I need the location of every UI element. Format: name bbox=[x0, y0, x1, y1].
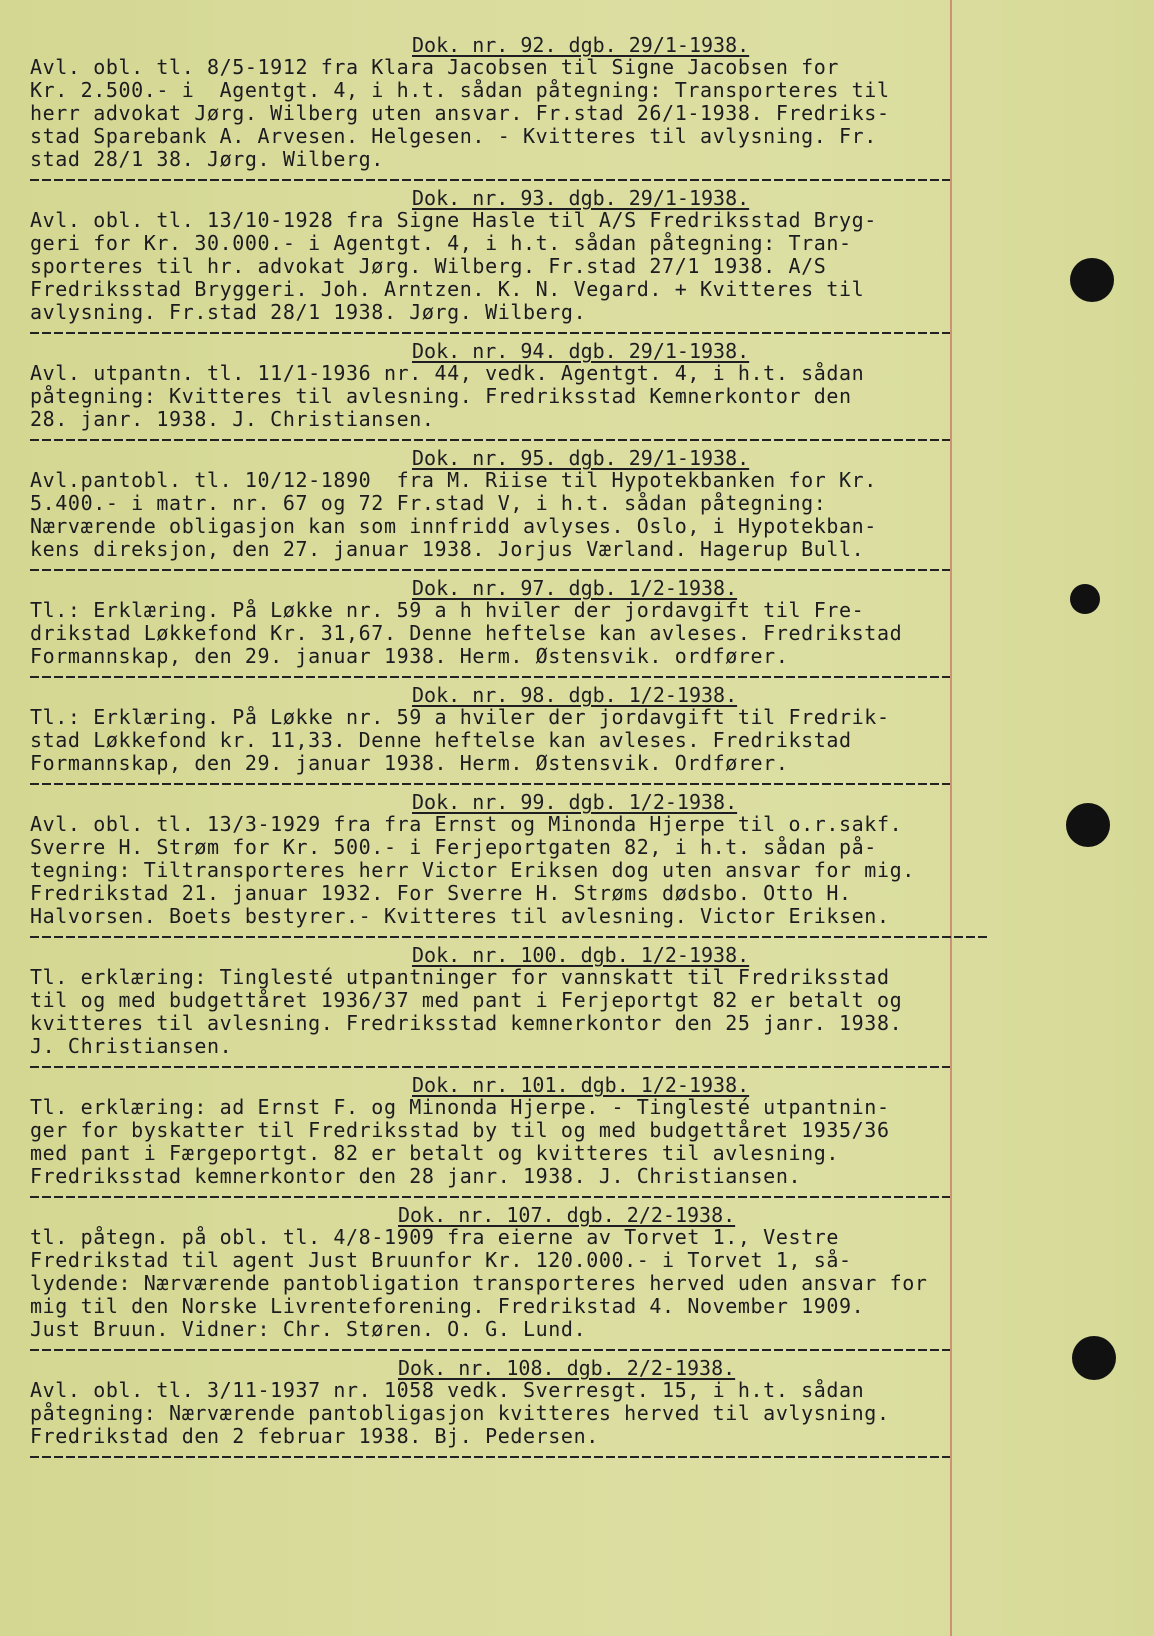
ledger-entry bbox=[30, 1074, 990, 1188]
entry-line: stad Løkkefond kr. 11,33. Denne heftelse kan avleses. Fredrikstad bbox=[30, 728, 852, 752]
entry-line: kvitteres til avlesning. Fredriksstad kemnerkontor den 25 janr. 1938. bbox=[30, 1011, 903, 1035]
ledger-entry bbox=[30, 684, 990, 775]
punch-hole-2 bbox=[1070, 584, 1100, 614]
entry-line: Avl. obl. tl. 3/11-1937 nr. 1058 vedk. Sverresgt. 15, i h.t. sådan bbox=[30, 1378, 865, 1402]
separator-line bbox=[30, 332, 950, 334]
entry-line: til og med budgettåret 1936/37 med pant i Ferjeportgt 82 er betalt og bbox=[30, 988, 903, 1012]
entry-line: Formannskap, den 29. januar 1938. Herm. Østensvik. Ordfører. bbox=[30, 751, 789, 775]
entry-line: mig til den Norske Livrenteforening. Fredrikstad 4. November 1909. bbox=[30, 1294, 865, 1318]
entry-line: Fredrikstad til agent Just Bruunfor Kr. 120.000.- i Torvet 1, så- bbox=[30, 1248, 852, 1272]
entry-line: påtegning: Nærværende pantobligasjon kvitteres herved til avlysning. bbox=[30, 1401, 890, 1425]
entry-line: tl. påtegn. på obl. tl. 4/8-1909 fra eierne av Torvet 1., Vestre bbox=[30, 1225, 840, 1249]
entry-line: Tl. erklæring: ad Ernst F. og Minonda Hjerpe. - Tinglesté utpantnin- bbox=[30, 1095, 890, 1119]
ledger-entry bbox=[30, 34, 990, 171]
entry-line: avlysning. Fr.stad 28/1 1938. Jørg. Wilberg. bbox=[30, 300, 587, 324]
separator-line bbox=[30, 1456, 950, 1458]
entry-line: drikstad Løkkefond Kr. 31,67. Denne heftelse kan avleses. Fredrikstad bbox=[30, 621, 903, 645]
separator-line bbox=[30, 936, 990, 938]
entry-heading: Dok. nr. 108. dgb. 2/2-1938. bbox=[398, 1356, 736, 1380]
entry-line: Avl. obl. tl. 13/10-1928 fra Signe Hasle til A/S Fredriksstad Bryg- bbox=[30, 208, 877, 232]
entry-heading: Dok. nr. 94. dgb. 29/1-1938. bbox=[412, 339, 750, 363]
separator-line bbox=[30, 569, 950, 571]
entry-line: påtegning: Kvitteres til avlesning. Fredriksstad Kemnerkontor den bbox=[30, 384, 852, 408]
entry-line: Kr. 2.500.- i Agentgt. 4, i h.t. sådan påtegning: Transporteres til bbox=[30, 78, 890, 102]
entry-heading: Dok. nr. 100. dgb. 1/2-1938. bbox=[412, 943, 750, 967]
entry-heading: Dok. nr. 97. dgb. 1/2-1938. bbox=[412, 576, 738, 600]
separator-line bbox=[30, 676, 950, 678]
entry-line: Fredrikstad den 2 februar 1938. Bj. Pedersen. bbox=[30, 1424, 599, 1448]
entry-line: kens direksjon, den 27. januar 1938. Jorjus Værland. Hagerup Bull. bbox=[30, 537, 865, 561]
entry-line: Just Bruun. Vidner: Chr. Støren. O. G. Lund. bbox=[30, 1317, 587, 1341]
entry-line: J. Christiansen. bbox=[30, 1034, 233, 1058]
entry-line: Avl. utpantn. tl. 11/1-1936 nr. 44, vedk. Agentgt. 4, i h.t. sådan bbox=[30, 361, 865, 385]
separator-line bbox=[30, 179, 950, 181]
entry-line: Formannskap, den 29. januar 1938. Herm. Østensvik. ordfører. bbox=[30, 644, 789, 668]
entry-line: 5.400.- i matr. nr. 67 og 72 Fr.stad V, i h.t. sådan påtegning: bbox=[30, 491, 827, 515]
entry-line: sporteres til hr. advokat Jørg. Wilberg. Fr.stad 27/1 1938. A/S bbox=[30, 254, 827, 278]
entry-line: lydende: Nærværende pantobligation transporteres herved uden ansvar for bbox=[30, 1271, 928, 1295]
entry-line: ger for byskatter til Fredriksstad by til og med budgettåret 1935/36 bbox=[30, 1118, 890, 1142]
separator-line bbox=[30, 1349, 950, 1351]
ledger-entry bbox=[30, 577, 990, 668]
entry-line: herr advokat Jørg. Wilberg uten ansvar. Fr.stad 26/1-1938. Fredriks- bbox=[30, 101, 890, 125]
ledger-entries bbox=[30, 34, 990, 1464]
entry-heading: Dok. nr. 107. dgb. 2/2-1938. bbox=[398, 1203, 736, 1227]
entry-heading: Dok. nr. 98. dgb. 1/2-1938. bbox=[412, 683, 738, 707]
entry-heading: Dok. nr. 93. dgb. 29/1-1938. bbox=[412, 186, 750, 210]
separator-line bbox=[30, 1196, 950, 1198]
entry-line: 28. janr. 1938. J. Christiansen. bbox=[30, 407, 435, 431]
entry-line: tegning: Tiltransporteres herr Victor Eriksen dog uten ansvar for mig. bbox=[30, 858, 915, 882]
entry-line: Halvorsen. Boets bestyrer.- Kvitteres til avlesning. Victor Eriksen. bbox=[30, 904, 890, 928]
entry-heading: Dok. nr. 99. dgb. 1/2-1938. bbox=[412, 790, 738, 814]
punch-hole-3 bbox=[1066, 803, 1110, 847]
entry-heading: Dok. nr. 95. dgb. 29/1-1938. bbox=[412, 446, 750, 470]
entry-line: Avl. obl. tl. 8/5-1912 fra Klara Jacobsen til Signe Jacobsen for bbox=[30, 55, 840, 79]
entry-line: Avl. obl. tl. 13/3-1929 fra fra Ernst og Minonda Hjerpe til o.r.sakf. bbox=[30, 812, 903, 836]
ledger-entry bbox=[30, 447, 990, 561]
separator-line bbox=[30, 1066, 950, 1068]
separator-line bbox=[30, 783, 950, 785]
ledger-entry bbox=[30, 1204, 990, 1341]
ledger-entry bbox=[30, 791, 990, 928]
entry-line: med pant i Færgeportgt. 82 er betalt og kvitteres til avlesning. bbox=[30, 1141, 840, 1165]
entry-line: geri for Kr. 30.000.- i Agentgt. 4, i h.t. sådan påtegning: Tran- bbox=[30, 231, 852, 255]
separator-line bbox=[30, 439, 950, 441]
ledger-entry bbox=[30, 944, 990, 1058]
entry-line: Tl.: Erklæring. På Løkke nr. 59 a h hviler der jordavgift til Fre- bbox=[30, 598, 865, 622]
entry-line: Sverre H. Strøm for Kr. 500.- i Ferjeportgaten 82, i h.t. sådan på- bbox=[30, 835, 877, 859]
entry-heading: Dok. nr. 101. dgb. 1/2-1938. bbox=[412, 1073, 750, 1097]
entry-line: Avl.pantobl. tl. 10/12-1890 fra M. Riise til Hypotekbanken for Kr. bbox=[30, 468, 877, 492]
entry-line: Fredriksstad Bryggeri. Joh. Arntzen. K. N. Vegard. + Kvitteres til bbox=[30, 277, 865, 301]
entry-line: Fredrikstad 21. januar 1932. For Sverre H. Strøms dødsbo. Otto H. bbox=[30, 881, 852, 905]
entry-line: Fredriksstad kemnerkontor den 28 janr. 1938. J. Christiansen. bbox=[30, 1164, 802, 1188]
ledger-entry bbox=[30, 340, 990, 431]
entry-heading: Dok. nr. 92. dgb. 29/1-1938. bbox=[412, 33, 750, 57]
entry-line: stad 28/1 38. Jørg. Wilberg. bbox=[30, 147, 384, 171]
punch-hole-4 bbox=[1072, 1336, 1116, 1380]
ledger-entry bbox=[30, 1357, 990, 1448]
ledger-entry bbox=[30, 187, 990, 324]
entry-line: Nærværende obligasjon kan som innfridd avlyses. Oslo, i Hypotekban- bbox=[30, 514, 877, 538]
entry-line: Tl.: Erklæring. På Løkke nr. 59 a hviler der jordavgift til Fredrik- bbox=[30, 705, 890, 729]
entry-line: Tl. erklæring: Tinglesté utpantninger for vannskatt til Fredriksstad bbox=[30, 965, 890, 989]
punch-hole-1 bbox=[1070, 258, 1114, 302]
entry-line: stad Sparebank A. Arvesen. Helgesen. - Kvitteres til avlysning. Fr. bbox=[30, 124, 877, 148]
